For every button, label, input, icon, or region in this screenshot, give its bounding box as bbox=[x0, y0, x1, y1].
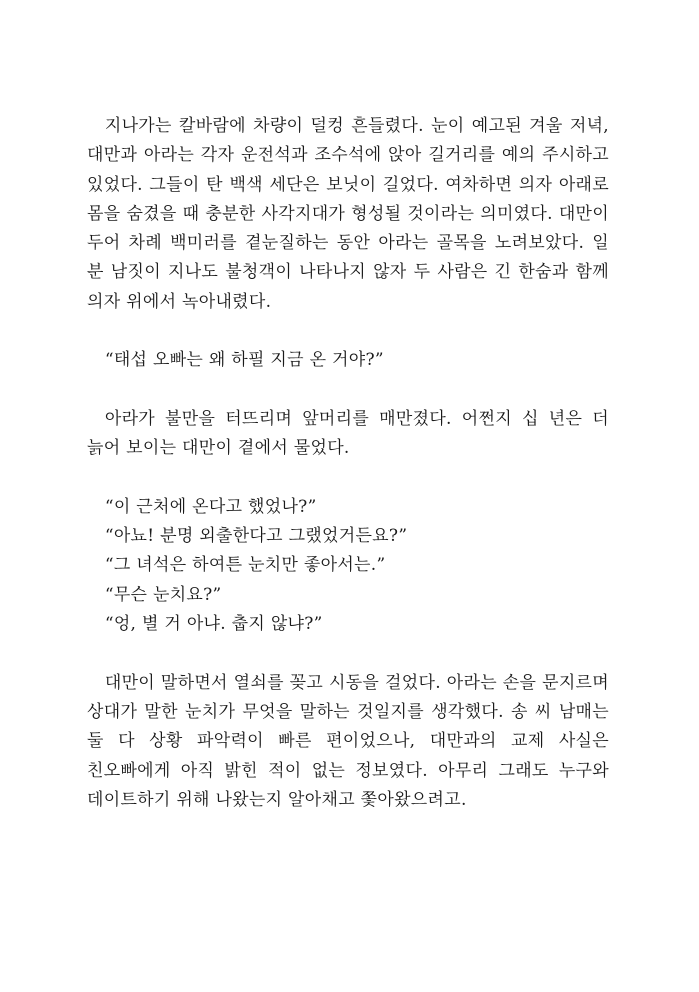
story-text bbox=[87, 112, 609, 815]
paragraph-opening: 지나가는 칼바람에 차량이 덜컹 흔들렸다. 눈이 예고된 겨울 저녁, 대만과 아라는 각자 운전석과 조수석에 앉아 길거리를 예의 주시하고 있었다. 그들이 탄 백색 세단은 보닛이 길었다. 여차하면 의자 아래로 몸을 숨겼을 때 충분한 사각지대가 형성될 것이라는 의미였다. 대만이 두어 차례 백미러를 곁눈질하는 동안 아라는 골목을 노려보았다. 일 분 남짓이 지나도 불청객이 나타나지 않자 두 사람은 긴 한숨과 함께 의자 위에서 녹아내렸다. bbox=[87, 116, 609, 312]
paragraph-ara-complaint: 아라가 불만을 터뜨리며 앞머리를 매만졌다. 어쩐지 십 년은 더 늙어 보이는 대만이 곁에서 물었다. bbox=[87, 408, 609, 459]
dialogue-line: “그 녀석은 하여튼 눈치만 좋아서는.” bbox=[104, 555, 386, 576]
dialogue-line: “아뇨! 분명 외출한다고 그랬었거든요?” bbox=[104, 526, 408, 547]
dialogue-line: “엉, 별 거 아냐. 춥지 않냐?” bbox=[104, 614, 323, 635]
dialogue-line: “이 근처에 온다고 했었나?” bbox=[104, 496, 317, 517]
paragraph-closing: 대만이 말하면서 열쇠를 꽂고 시동을 걸었다. 아라는 손을 문지르며 상대가 말한 눈치가 무엇을 말하는 것일지를 생각했다. 송 씨 남매는 둘 다 상황 파악력이 빠른 편이었으나, 대만과의 교제 사실은 친오빠에게 아직 밝힌 적이 없는 정보였다. 아무리 그래도 누구와 데이트하기 위해 나왔는지 알아채고 쫓아왔으려고. bbox=[87, 672, 609, 810]
paragraph-dialogue-question: “태섭 오빠는 왜 하필 지금 온 거야?” bbox=[104, 350, 384, 371]
dialogue-line: “무슨 눈치요?” bbox=[104, 584, 222, 605]
